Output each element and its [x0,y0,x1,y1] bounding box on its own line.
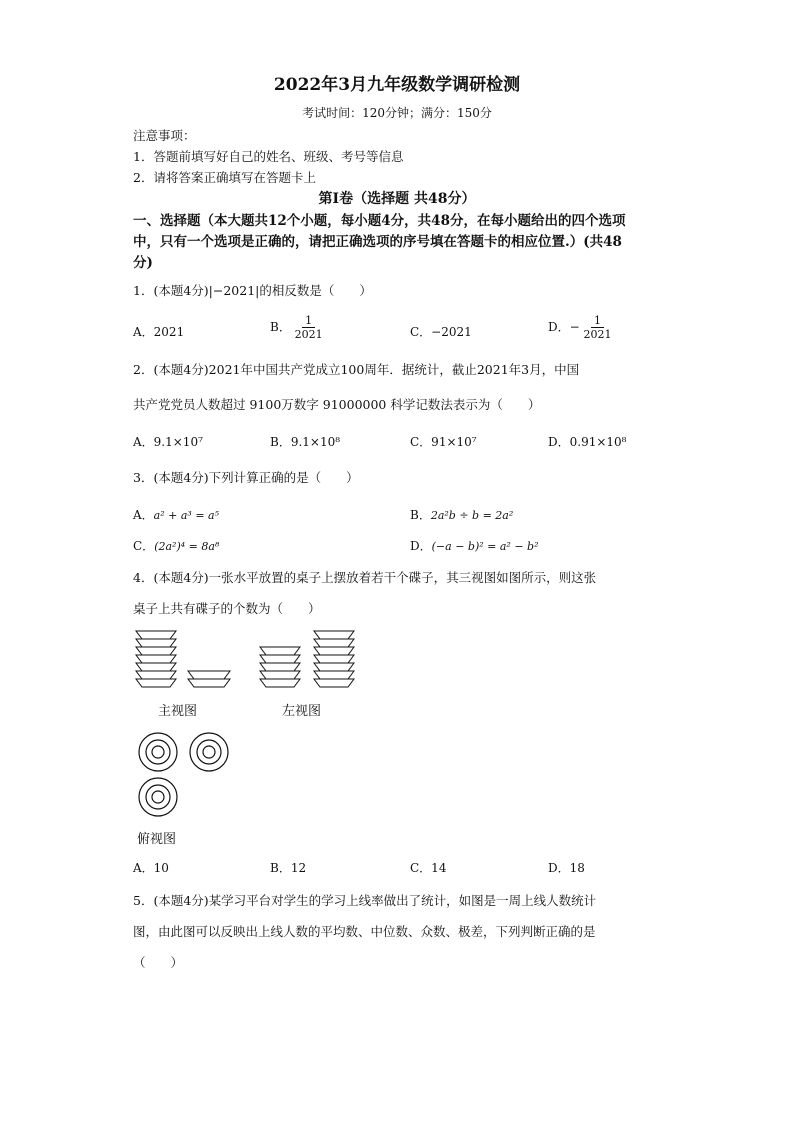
question-stem: （ ） [133,955,184,970]
note-item: 2．请将答案正确填写在答题卡上 [133,170,316,185]
option-a: A．10 [133,861,169,875]
option-c-label: C． [133,539,155,553]
option-d: D．18 [548,861,585,875]
option-a [133,506,219,523]
fraction [295,314,323,341]
option-b-label: B． [270,320,291,334]
front-view-label: 主视图 [158,704,198,719]
question-stem: 桌子上共有碟子的个数为（ ） [133,601,321,616]
option-b [410,506,513,523]
ring-bottom [139,778,177,816]
option-b: B．12 [270,861,307,875]
note-item: 1．答题前填写好自己的姓名、班级、考号等信息 [133,149,404,164]
ring-top-right [190,733,228,771]
option-c-expr: (2a²)⁴ = 8a⁸ [154,540,220,553]
part-intro-line: 一、选择题（本大题共12个小题，每小题4分，共48分，在每小题给出的四个选项 [133,213,626,229]
left-view-figure [256,628,360,692]
option-d [410,537,538,554]
denominator: 2021 [294,328,323,341]
top-view-figure [134,730,234,820]
denominator: 2021 [583,328,612,341]
option-c: C．14 [410,861,447,875]
question-stem: 共产党党员人数超过 9100万数字 91000000 科学记数法表示为（ ） [133,397,541,412]
option-c: C．91×10⁷ [410,435,477,449]
option-d-label: D． [410,539,432,553]
front-view-figure [132,628,242,692]
plate-stack-tall [136,631,176,687]
question-stem: 图，由此图可以反映出上线人数的平均数、中位数、众数、极差，下列判断正确的是 [133,924,596,939]
numerator: 1 [302,314,315,328]
question-stem: 3．(本题4分)下列计算正确的是（ ） [133,470,359,485]
notes-heading: 注意事项： [133,128,196,143]
option-c: C．−2021 [410,325,472,339]
option-c [133,537,219,554]
option-b [270,314,323,341]
section-title: 第I卷（选择题 共48分） [318,191,476,207]
option-d [548,314,612,341]
fraction [584,314,612,341]
option-a-expr: a² + a³ = a⁵ [153,509,219,522]
option-a: A．2021 [133,325,185,339]
page-title: 2022年3月九年级数学调研检测 [273,75,521,95]
option-b-label: B． [410,508,431,522]
plate-stack-tall [314,631,354,687]
top-view-label: 俯视图 [137,832,177,847]
plate-stack-short [188,671,230,687]
question-stem: 4．(本题4分)一张水平放置的桌子上摆放着若干个碟子，其三视图如图所示，则这张 [133,570,597,585]
part-intro-line: 中，只有一个选项是正确的，请把正确选项的序号填在答题卡的相应位置.）(共48 [133,234,622,250]
option-b: B．9.1×10⁸ [270,435,341,449]
question-stem: 2．(本题4分)2021年中国共产党成立100周年．据统计，截止2021年3月，中国 [133,362,580,377]
ring-top-left [139,733,177,771]
plate-stack-medium [260,647,300,687]
question-stem: 5．(本题4分)某学习平台对学生的学习上线率做出了统计，如图是一周上线人数统计 [133,893,597,908]
option-a-label: A． [133,508,154,522]
option-d-label: D．− [548,320,580,334]
question-stem: 1．(本题4分)|−2021|的相反数是（ ） [133,283,372,298]
left-view-label: 左视图 [282,704,322,719]
exam-info: 考试时间：120分钟；满分：150分 [302,106,492,120]
option-a: A．9.1×10⁷ [133,435,203,449]
numerator: 1 [591,314,604,328]
option-d: D．0.91×10⁸ [548,435,627,449]
part-intro-line: 分) [133,255,153,271]
option-d-expr: (−a − b)² = a² − b² [431,540,539,553]
option-b-expr: 2a²b ÷ b = 2a² [430,509,514,522]
